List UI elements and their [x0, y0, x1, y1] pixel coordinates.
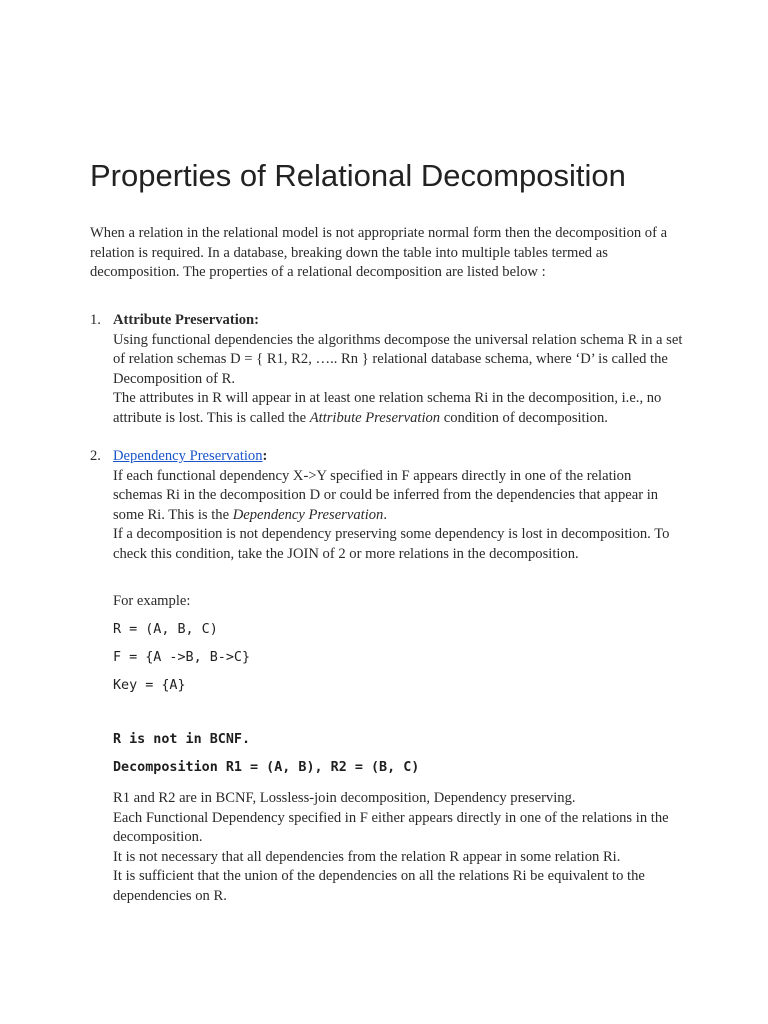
intro-paragraph: When a relation in the relational model is not appropriate normal form then the decomposition of a relation is required. In a database, breaking down the table into multiple tables termed as decomposition. The properties of a relational decomposition are listed below :: [90, 225, 668, 280]
code-line: Key = {A}: [113, 678, 186, 693]
example-block: [113, 592, 683, 775]
list-item-body: [113, 311, 683, 428]
example-label: For example:: [113, 593, 191, 609]
closing-notes: [113, 789, 688, 906]
text-run: .: [383, 506, 387, 523]
note-line: It is not necessary that all dependencies from the relation R appear in some relation Ri.: [113, 848, 621, 865]
note-line: Each Functional Dependency specified in F either appears directly in one of the relations in the decomposition.: [113, 809, 669, 845]
list-number: 1.: [90, 312, 101, 328]
item-heading: [113, 447, 683, 467]
list-item-dependency-preservation: [90, 447, 690, 564]
item-paragraph: [113, 389, 683, 428]
text-run: If each functional dependency X->Y specified in F appears directly in one of the relation schemas Ri in the decomposition D or could be inferred from the dependencies that appear in some Ri. This is the: [113, 467, 659, 523]
dependency-preservation-link[interactable]: Dependency Preservation: [113, 448, 263, 464]
page-title: Properties of Relational Decomposition: [90, 158, 626, 193]
note-line: R1 and R2 are in BCNF, Lossless-join decomposition, Dependency preserving.: [113, 790, 576, 806]
list-item-attribute-preservation: [90, 311, 690, 428]
note-line: It is sufficient that the union of the dependencies on all the relations Ri be equivalent to the dependencies on R.: [113, 868, 645, 904]
code-line: R = (A, B, C): [113, 622, 218, 637]
list-item-body: [113, 447, 683, 564]
code-line: F = {A ->B, B->C}: [113, 650, 251, 665]
emphasis-text: Dependency Preservation: [232, 506, 384, 523]
item-paragraph: If a decomposition is not dependency preserving some dependency is lost in decomposition. To check this condition, take the JOIN of 2 or more relations in the decomposition.: [113, 526, 670, 562]
code-line: R is not in BCNF.: [113, 732, 251, 747]
emphasis-text: Attribute Preservation: [309, 409, 441, 426]
item-paragraph: Using functional dependencies the algorithms decompose the universal relation schema R in a set of relation schemas D = { R1, R2, ….. Rn } relational database schema, where ‘D’ is called the Decomposition of R.: [113, 331, 683, 387]
list-number: 2.: [90, 448, 101, 464]
text-run: condition of decomposition.: [440, 409, 608, 426]
text-run: The attributes in R will appear in at least one relation schema Ri in the decomposition, i.e., no attribute is lost. This is called the: [113, 390, 662, 426]
code-line: Decomposition R1 = (A, B), R2 = (B, C): [113, 760, 420, 775]
item-paragraph: [113, 467, 683, 526]
heading-suffix: :: [262, 448, 268, 464]
item-heading: Attribute Preservation:: [113, 312, 260, 328]
